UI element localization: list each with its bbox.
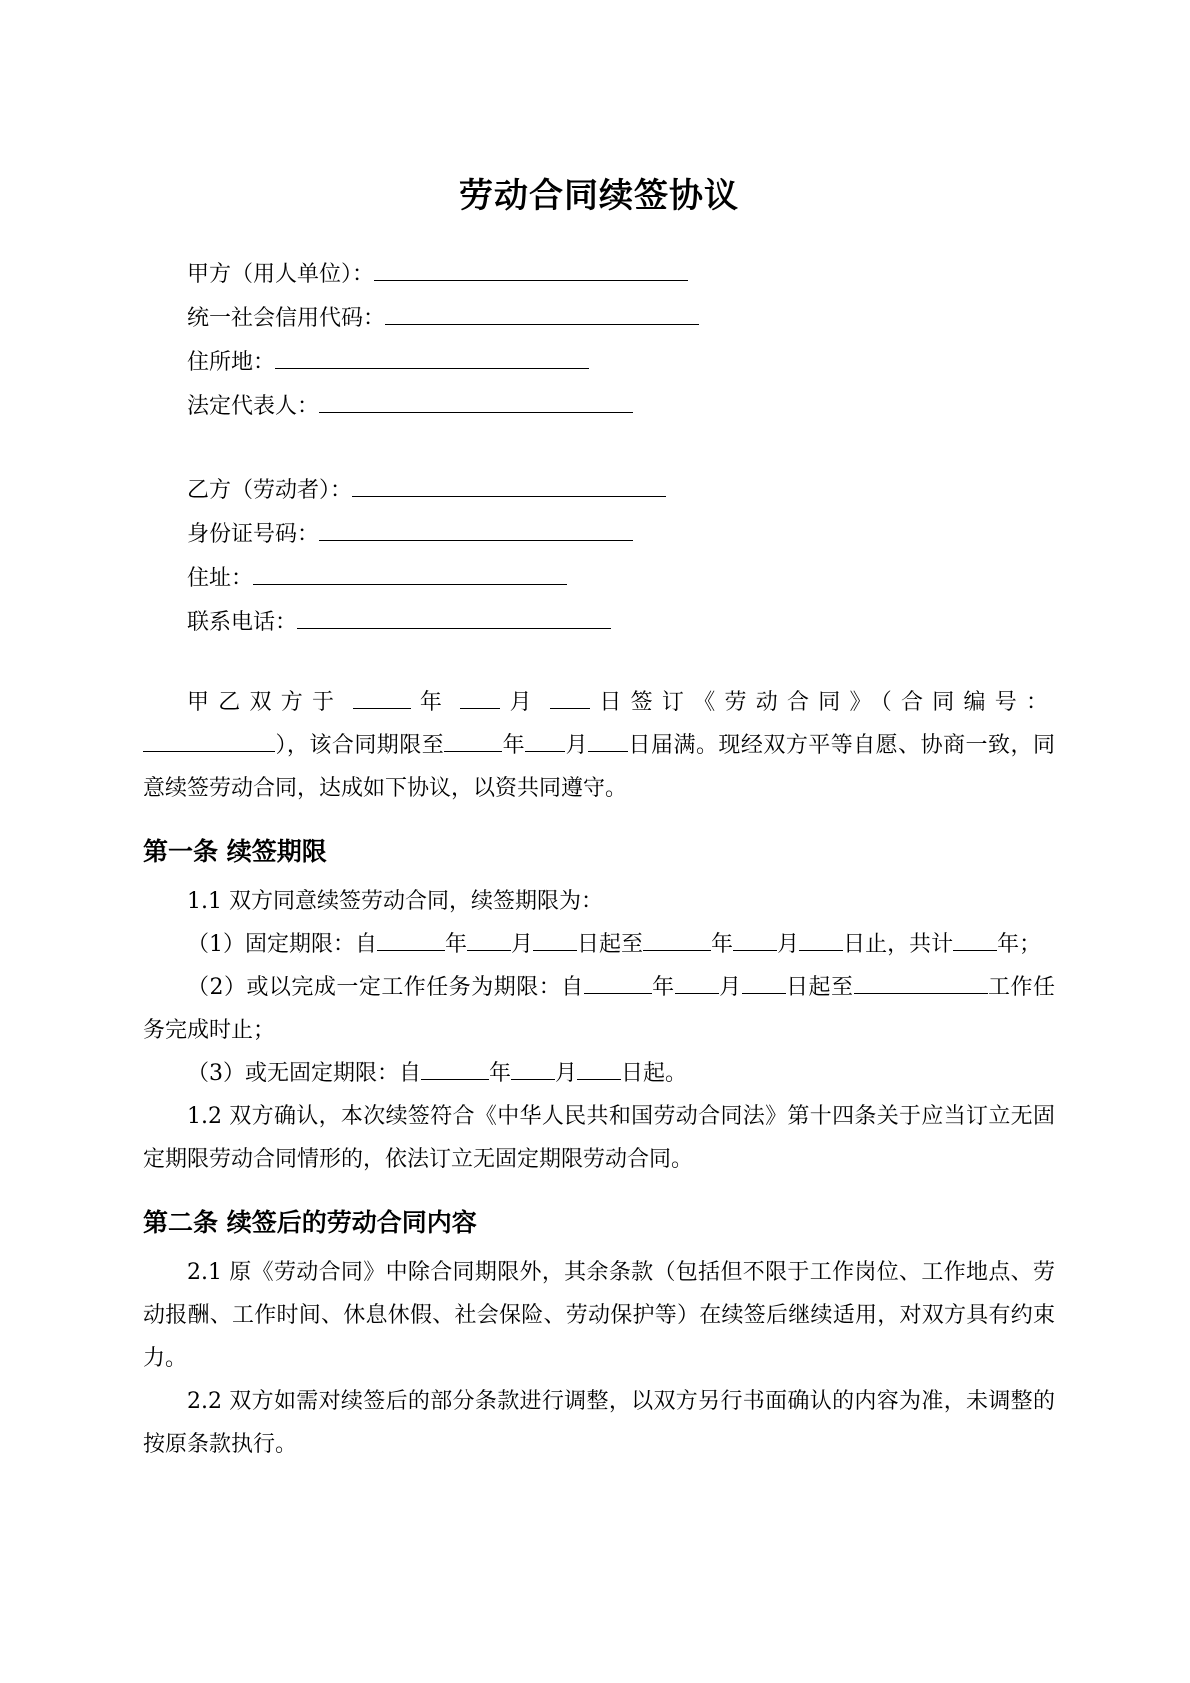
open-term-text-a: （3）或无固定期限：自	[187, 1061, 421, 1086]
fixed-term-text-e: 年	[711, 932, 734, 957]
intro-paragraph	[143, 681, 1055, 810]
party-a-legal-rep-blank[interactable]	[319, 390, 633, 413]
party-b-address-field	[143, 557, 1055, 601]
party-b-id-blank[interactable]	[319, 518, 633, 541]
open-term-text-c: 月	[555, 1061, 578, 1086]
article-1-clause-1-1: 1.1 双方同意续签劳动合同，续签期限为：	[187, 889, 603, 914]
task-term-text-d: 日起至	[785, 975, 854, 1000]
article-2-clause-2-1: 2.1 原《劳动合同》中除合同期限外，其余条款（包括但不限于工作岗位、工作地点、劳动报酬、工作时间、休息休假、社会保险、劳动保护等）在续签后继续适用，对双方具有约束力。	[143, 1260, 1055, 1371]
intro-text-5: ），该合同期限至	[275, 733, 445, 758]
party-a-address-blank[interactable]	[275, 346, 589, 369]
task-term-text-b: 年	[651, 975, 675, 1000]
fixed-start-year-blank[interactable]	[377, 930, 445, 951]
intro-text-3: 月	[509, 690, 541, 715]
party-b-address-blank[interactable]	[253, 562, 567, 585]
fixed-term-text-h: 年；	[997, 932, 1042, 957]
fixed-start-day-blank[interactable]	[533, 930, 577, 951]
expiry-month-blank[interactable]	[525, 731, 565, 752]
party-b-address-label: 住址：	[187, 566, 254, 591]
party-a-legal-rep-label: 法定代表人：	[187, 394, 320, 419]
party-a-name-blank[interactable]	[374, 258, 688, 281]
article-2-clause-2-2: 2.2 双方如需对续签后的部分条款进行调整，以双方另行书面确认的内容为准，未调整的按原条款执行。	[143, 1389, 1055, 1457]
fixed-term-text-d: 日起至	[577, 932, 644, 957]
fixed-term-text-b: 年	[445, 932, 468, 957]
party-a-legal-rep-field	[143, 385, 1055, 429]
expiry-day-blank[interactable]	[588, 731, 628, 752]
intro-text-1: 甲乙双方于	[187, 690, 344, 715]
document-title: 劳动合同续签协议	[459, 176, 739, 216]
task-term-text-e: 工作任务完成时止；	[143, 975, 1055, 1043]
fixed-end-year-blank[interactable]	[643, 930, 711, 951]
party-b-name-blank[interactable]	[352, 474, 666, 497]
party-b-id-field	[143, 513, 1055, 557]
party-b-phone-label: 联系电话：	[187, 610, 298, 635]
task-description-blank[interactable]	[854, 973, 988, 994]
article-1-fixed-term	[143, 923, 1055, 966]
party-a-credit-code-blank[interactable]	[385, 302, 699, 325]
party-a-name-field	[143, 253, 1055, 297]
party-b-phone-blank[interactable]	[297, 606, 611, 629]
article-1-task-term	[143, 966, 1055, 1052]
open-start-day-blank[interactable]	[577, 1059, 621, 1080]
intro-text-8: 日届满。现经双方平等自愿、协商一致，同意续签劳动合同，达成如下协议，以资共同遵守。	[143, 733, 1055, 801]
task-start-month-blank[interactable]	[675, 973, 719, 994]
task-start-year-blank[interactable]	[584, 973, 652, 994]
article-1-open-term	[143, 1052, 1055, 1095]
fixed-start-month-blank[interactable]	[467, 930, 511, 951]
party-b-name-label: 乙方（劳动者）：	[187, 478, 353, 503]
article-1-clause-1-2: 1.2 双方确认，本次续签符合《中华人民共和国劳动合同法》第十四条关于应当订立无固定期限劳动合同情形的，依法订立无固定期限劳动合同。	[143, 1104, 1055, 1172]
party-a-credit-code-label: 统一社会信用代码：	[187, 306, 386, 331]
party-a-address-label: 住所地：	[187, 350, 276, 375]
expiry-year-blank[interactable]	[444, 731, 502, 752]
fixed-term-text-c: 月	[511, 932, 534, 957]
party-b-phone-field	[143, 601, 1055, 645]
fixed-term-text-f: 月	[777, 932, 800, 957]
fixed-end-month-blank[interactable]	[733, 930, 777, 951]
intro-day-blank[interactable]	[550, 688, 590, 709]
task-term-text-a: （2）或以完成一定工作任务为期限：自	[187, 975, 584, 1000]
intro-text-7: 月	[565, 733, 589, 758]
party-b-id-label: 身份证号码：	[187, 522, 320, 547]
task-start-day-blank[interactable]	[742, 973, 786, 994]
fixed-total-years-blank[interactable]	[953, 930, 997, 951]
party-a-address-field	[143, 341, 1055, 385]
intro-text-2: 年	[419, 690, 452, 715]
intro-month-blank[interactable]	[460, 688, 500, 709]
fixed-term-text-a: （1）固定期限：自	[187, 932, 377, 957]
article-1-heading: 第一条 续签期限	[143, 837, 327, 866]
article-2-heading: 第二条 续签后的劳动合同内容	[143, 1208, 477, 1237]
party-a-credit-code-field	[143, 297, 1055, 341]
party-a-name-label: 甲方（用人单位）：	[187, 262, 375, 287]
intro-text-4: 日签订《劳动合同》（合同编号：	[599, 690, 1056, 715]
fixed-end-day-blank[interactable]	[799, 930, 843, 951]
fixed-term-text-g: 日止，共计	[843, 932, 954, 957]
open-term-text-d: 日起。	[621, 1061, 688, 1086]
contract-number-blank[interactable]	[143, 731, 275, 752]
open-term-text-b: 年	[489, 1061, 512, 1086]
task-term-text-c: 月	[718, 975, 742, 1000]
intro-year-blank[interactable]	[353, 688, 411, 709]
party-b-name-field	[143, 469, 1055, 513]
open-start-month-blank[interactable]	[511, 1059, 555, 1080]
intro-text-6: 年	[502, 733, 526, 758]
open-start-year-blank[interactable]	[421, 1059, 489, 1080]
